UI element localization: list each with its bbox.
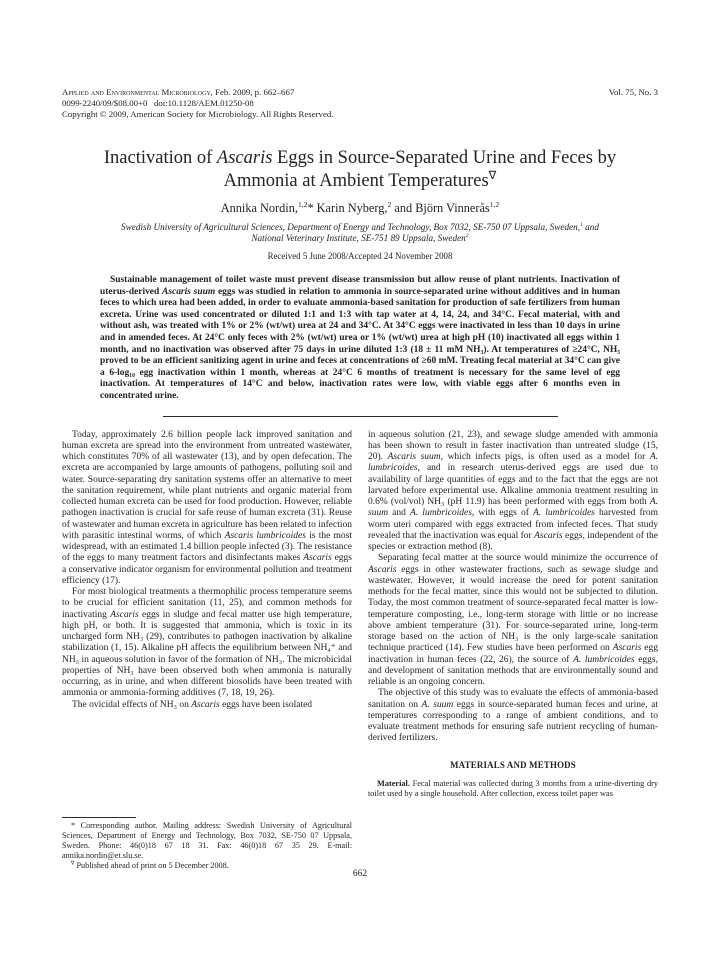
article-title [62,147,658,192]
received-date: Received 5 June 2008/Accepted 24 November 2008 [267,251,453,261]
affiliation-line1: Swedish University of Agricultural Sciences, Department of Energy and Technology, Box 7032, SE-750 07 Uppsala, Sweden,$^1$ and [121,221,599,232]
body-paragraph: in aqueous solution (21, 23), and sewage sludge amended with ammonia has been shown to result in faster inactivation than untreated sludge (15, 20). Ascaris suum, which infects pigs, is often used as a model for A. lumbricoides, and in research uterus-derived eggs are used due to availability of large quantities of eggs and to the fact that the eggs are not larvated before experimental use. Alkaline ammonia treatment resulting in 0.6% (vol/vol) NH₃ (pH 11.9) has been performed with eggs from both A. suum and A. lumbricoides, with eggs of A. lumbricoides harvested from worm uteri compared with eggs extracted from infected feces. That study revealed that the inactivation was equal for Ascaris eggs, independent of the species or extraction method (8). [368,429,658,553]
right-column [368,430,658,871]
copyright-line: Copyright © 2009, American Society for Microbiology. All Rights Reserved. [62,109,334,119]
article-title-line1: Inactivation of Ascaris Eggs in Source-Separated Urine and Feces by [103,148,617,168]
masthead [62,87,658,120]
affiliation [62,222,658,244]
left-column [62,430,352,871]
abstract-divider-rule [163,416,558,417]
issue-info-line: 0099-2240/09/$08.00+0 doi:10.1128/AEM.01250-08 [62,98,254,108]
body-paragraph: The objective of this study was to evaluate the effects of ammonia-based sanitation on A. suum eggs in source-separated human feces and urine, at temperatures corresponding to a range of ambient conditions, and to evaluate treatment methods for ensuring safe nutrient recycling of human-derived fertilizers. [368,688,658,744]
body-paragraph: The ovicidal effects of NH₃ on Ascaris eggs have been isolated [72,699,313,710]
page-number: 662 [352,869,368,879]
methods-paragraph: Material. Fecal material was collected during 3 months from a urine-diverting dry toilet used by a single household. After collection, excess toilet paper was [368,778,658,799]
authors-line: Annika Nordin,$^{1,2}$* Karin Nyberg,$^2$ and Björn Vinnerås$^{1,2}$ [220,199,500,215]
published-ahead-note: ∇ Published ahead of print on 5 December 2008. [71,859,229,870]
footnote-rule [62,817,136,818]
corresponding-author-note: * Corresponding author. Mailing address: Swedish University of Agricultural Sciences, Department of Energy and Technology, Box 7032, SE-750 07 Uppsala, Sweden. Phone: 46(0)18 67 18 31. Fax: 46(0)18 67 35 29. E-mail: annika.nordin@et.slu.se. [62,820,352,860]
abstract: Sustainable management of toilet waste must prevent disease transmission but allow reuse of plant nutrients. Inactivation of uterus-derived Ascaris suum eggs was studied in relation to ammonia in source-separated urine without additives and in human feces to which urea had been added, in order to evaluate ammonia-based sanitation for production of safe fertilizers from human excreta. Urine was used concentrated or diluted 1:1 and 1:3 with tap water at 4, 14, 24, and 34°C. Fecal material, with and without ash, was treated with 1% or 2% (wt/wt) urea at 24 and 34°C. At 34°C eggs were inactivated in less than 10 days in urine and in amended feces. At 24°C only feces with 2% (wt/wt) urea or 1% (wt/wt) urea at high pH (10) inactivated all eggs within 1 month, and no inactivation was observed after 75 days in urine diluted 1:3 (18 ± 11 mM NH₃). At temperatures of ≥24°C, NH₃ proved to be an efficient sanitizing agent in urine and feces at concentrations of ≥60 mM. Treating fecal material at 34°C can give a 6-log₁₀ egg inactivation within 1 month, whereas at 24°C 6 months of treatment is necessary for the same level of egg inactivation. At temperatures of 14°C and below, inactivation rates were low, with viable eggs after 6 months even in concentrated urine. [100,275,620,401]
footnote-block [62,817,352,871]
article-title-line2: Ammonia at Ambient Temperatures∇ [223,169,497,191]
body-columns [62,430,658,871]
body-paragraph: For most biological treatments a thermophilic process temperature seems to be crucial for efficient sanitation (11, 25), and common methods for inactivating Ascaris eggs in sludge and fecal matter use high temperature, high pH, or both. It is suggested that ammonia, which is toxic in its uncharged form NH₃ (29), contributes to pathogen inactivation by alkaline stabilization (1, 15). Alkaline pH affects the equilibrium between NH₄⁺ and NH₃ in aqueous solution in favor of the formation of NH₃. The microbicidal properties of NH₃ have been observed both when ammonia is naturally occurring, as in urine, and when different biosolids have been treated with ammonia or ammonia-forming additives (7, 18, 19, 26). [62,587,352,699]
body-paragraph: Separating fecal matter at the source would minimize the occurrence of Ascaris eggs in other wastewater fractions, such as sewage sludge and wastewater. However, it would increase the need for potent sanitation methods for the fecal matter, since this would not be subjected to dilution. Today, the most common treatment of source-separated fecal matter is low-temperature composting, i.e., long-term storage with little or no increase above ambient temperature (31). For source-separated urine, long-term storage based on the action of NH₃ is the only large-scale sanitation technique practiced (14). Few studies have been performed on Ascaris egg inactivation in human feces (22, 26), the source of A. lumbricoides eggs, and development of sanitation methods that are environmentally sound and reliable is an ongoing concern. [368,553,658,688]
body-paragraph: Today, approximately 2.6 billion people lack improved sanitation and human excreta are spread into the environment from untreated wastewater, which constitutes 70% of all wastewater (13), and by open defecation. The excreta are accompanied by large amounts of pathogens, polluting soil and water. Source-separating dry sanitation systems offer an alternative to meet the sanitation requirement, while plant nutrients and organic material from collected human excreta can be used for food production. However, reliable pathogen inactivation is crucial for safe reuse of human excreta (31). Reuse of wastewater and human excreta in agriculture has been related to infection with parasitic intestinal worms, of which Ascaris lumbricoides is the most widespread, with an estimated 1.4 billion people infected (3). The resistance of the eggs to many treatment factors and disinfectants makes Ascaris eggs a conservative indicator organism for environmental pollution and treatment efficiency (17). [62,429,353,586]
section-heading-materials-methods: MATERIALS AND METHODS [450,759,576,770]
journal-line: Applied and Environmental Microbiology, Feb. 2009, p. 662–667 [62,87,295,97]
volume-number: Vol. 75, No. 3 [608,87,658,97]
affiliation-line2: National Veterinary Institute, SE-751 89 Uppsala, Sweden$^2$ [251,232,469,243]
